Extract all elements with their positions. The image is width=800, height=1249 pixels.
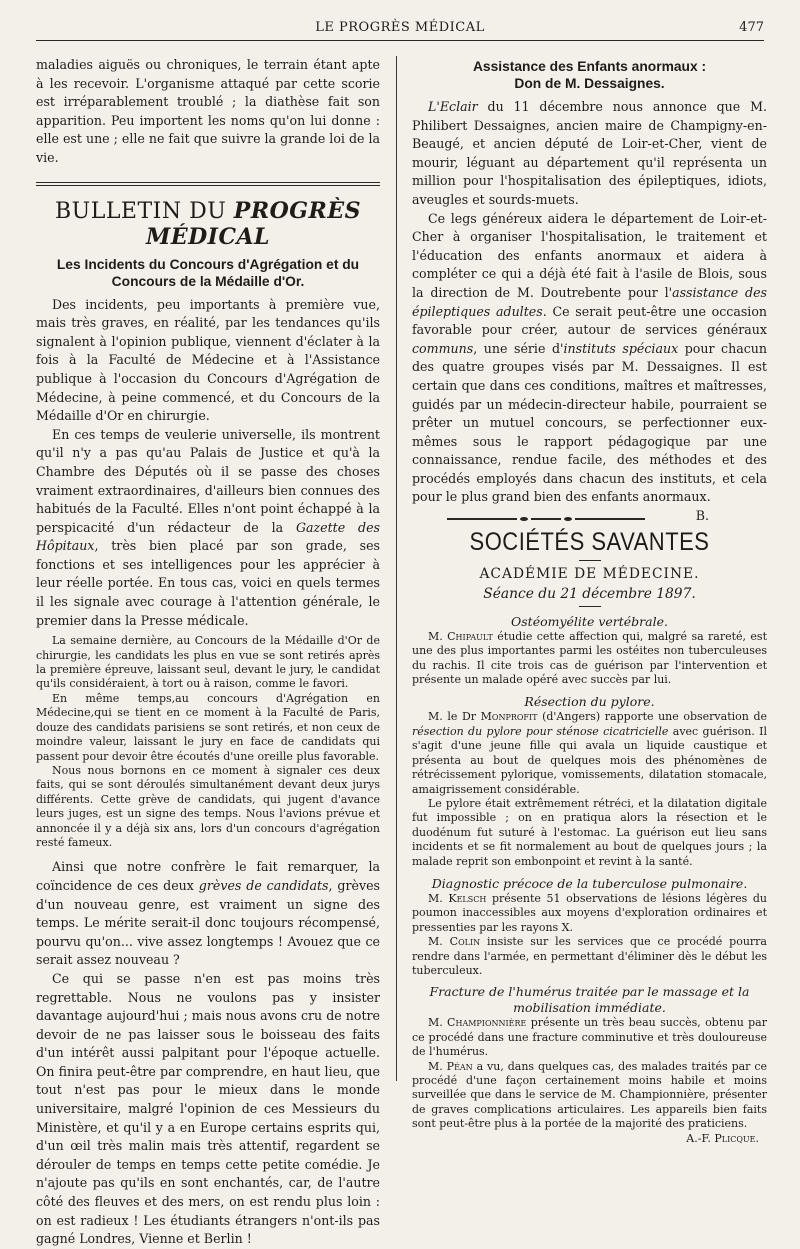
proceedings-paragraph: Le pylore était extrêmement rétréci, et la dilatation digitale fut impossible ; on en pratiqua alors la résection et le duodénum fut suturé à l'estomac. La guérison eut lieu sans incidents et se fit normalement au bout de quelques jours ; la malade reprit son embonpoint et revint à la santé. [412, 796, 767, 868]
societes-heading: SOCIÉTÉS SAVANTES [469, 527, 710, 556]
article-title: Les Incidents du Concours d'Agrégation et du Concours de la Médaille d'Or. [56, 256, 360, 289]
article-paragraph: Ainsi que notre confrère le fait remarquer, la coïncidence de ces deux grèves de candidats, grèves d'un nouveau genre, est vraiment un signe des temps. Le mérite serait-il donc toujours récompensé, pourvu qu'on... vive assez longtemps ! Avouez que ce serait assez nouveau ? [36, 859, 380, 968]
right-column [412, 56, 767, 1146]
subsection-heading: Diagnostic précoce de la tuberculose pulmonaire. [431, 875, 748, 891]
running-header [36, 18, 764, 41]
proceedings-paragraph: M. Kelsch présente 51 observations de lésions légères du poumon inaccessibles aux moyens d'exploration ordinaires et pressenties par les rayons X. [412, 891, 767, 934]
academie-heading: ACADÉMIE DE MÉDECINE. [479, 565, 700, 582]
assistance-subtitle: Don de M. Dessaignes. [514, 76, 665, 91]
journal-title: LE PROGRÈS MÉDICAL [315, 20, 485, 35]
assistance-title: Assistance des Enfants anormaux : [472, 59, 707, 74]
proceedings [412, 613, 767, 1145]
short-rule [579, 560, 601, 561]
author-signature: A.-F. Plicque. [686, 1131, 759, 1145]
proceedings-paragraph: M. Championnière présente un très beau succès, obtenu par ce procédé dans une fracture comminutive et très douloureuse de l'humérus. [412, 1016, 767, 1059]
continued-paragraph: maladies aiguës ou chroniques, le terrain étant apte à les recevoir. L'organisme attaqué par cette scorie est irréparablement troublé ; la diathèse fait son apparition. Peu importent les noms qu'on lui donne : elle est une ; elle ne fait que suivre la grande loi de la vie. [36, 57, 380, 165]
assistance-signature: B. [695, 508, 709, 524]
section-rule [36, 182, 380, 186]
assistance-paragraph: Ce legs généreux aidera le département de Loir-et-Cher à organiser l'hospitalisation, le traitement et l'éducation des enfants anormaux et aidera à compléter ce qui a déjà été fait à l'asile de Blois, sous la direction de M. Doutrebente pour l'assistance des épileptiques adultes. Ce serait peut-être une occasion favorable pour créer, autour de services généraux communs, une série d'instituts spéciaux pour chacun des quatre groupes visés par M. Dessaignes. Il est certain que dans ces conditions, maîtres et maîtresses, guidés par un médecin-directeur habile, pourraient se prêter un mutuel concours, se perfectionner eux-mêmes sous le rapport pédagogique par une connaissance, rendue facile, des méthodes et des procédés employés dans chacun des instituts, et cela pour le plus grand bien des enfants anormaux. B. [412, 210, 767, 508]
proceedings-paragraph: M. Colin insiste sur les services que ce procédé pourra rendre dans l'armée, en permettant d'éliminer dès le début les tuberculeux. [412, 935, 767, 977]
subsection-heading: Résection du pylore. [524, 694, 655, 710]
proceedings-paragraph: M. Péan a vu, dans quelques cas, des malades traités par ce procédé d'une façon certainement moins habile et moins surveillée que dans le service de M. Championnière, présenter de graves complications articulaires. Les appareils bien faits sont peut-être plus à la portée de la majorité des praticiens. A.-F. Plicque. [412, 1059, 767, 1145]
proceedings-paragraph: M. Chipault étudie cette affection qui, malgré sa rareté, est une des plus importantes parmi les ostéites non tuberculeuses du rachis. Il cite trois cas de guérison par l'intervention et présente un malade opéré avec succès par lui. [412, 629, 767, 687]
article-paragraph: Ce qui se passe n'en est pas moins très regrettable. Nous ne voulons pas y insister davantage aujourd'hui ; mais nous avons cru de notre devoir de ne pas laisser sous le boisseau des faits d'un intérêt aussi palpitant pour l'époque actuelle. On finira peut-être par comprendre, en haut lieu, que tout n'est pas pour le mieux dans le monde universitaire, malgré l'opinion de ces Messieurs du Ministère, et qu'il y a en Europe certains esprits qui, d'un œil très malin mais très attentif, regardent se dérouler de temps en temps cette petite comédie. Je n'ajoute pas qu'ils en sont enchantés, car, de l'autre côté des fleuves et des mers, on est rendu plus loin : on est radieux ! Les étudiants étrangers n'ont-ils pas gagné Londres, Vienne et Berlin ! [36, 970, 380, 1247]
quote-paragraph: La semaine dernière, au Concours de la Médaille d'Or de chirurgie, les candidats les plus en vue se sont retirés après la première épreuve, laissant seul, devant le jury, le candidat qu'ils considéraient, à tort ou à raison, comme le favori. [36, 634, 380, 691]
proceedings-paragraph: M. le Dr Monprofit (d'Angers) rapporte une observation de résection du pylore pour sténose cicatricielle avec guérison. Il s'agit d'une jeune fille qui avala un liquide caustique et présenta au bout de quelques mois des phénomènes de rétrécissement pylorique, vomissements, dilatation stomacale, amaigrissement considérable. [412, 710, 767, 796]
left-column [36, 56, 380, 1249]
bulletin-heading [36, 198, 380, 250]
page-number: 477 [739, 20, 764, 35]
quote-paragraph: Nous nous bornons en ce moment à signaler ces deux faits, qui se sont déroulés simultanément devant deux jurys différents. Cette grève de candidats, qui jugent d'avance leurs juges, est un signe des temps. Nous l'avions prévue et annoncée il y a déjà six ans, lors d'un concours d'agrégation resté fameux. [36, 763, 380, 849]
article-paragraph: Des incidents, peu importants à première vue, mais très graves, en réalité, par les tendances qu'ils signalent à l'opinion publique, viennent d'éclater à la fois à la Faculté de Médecine et à l'Assistance publique à l'occasion du Concours d'Agrégation de Médecine, à peine commencé, et du Concours de la Médaille d'Or en chirurgie. [36, 296, 380, 424]
article-paragraph: En ces temps de veulerie universelle, ils montrent qu'il n'y a pas qu'au Palais de Justice et qu'à la Chambre des Députés où il se passe des choses vraiment extraordinaires, d'ailleurs bien connues des habitués de la Faculté. Elles n'ont point échappé à la perspicacité d'un rédacteur de la Gazette des Hôpitaux, très bien placé par son grade, ses fonctions et ses intelligences pour les apprécier à leur réelle portée. En tous cas, voici en quels termes il les signale avec courage à l'attention générale, le premier dans la Presse médicale. [36, 426, 380, 628]
seance-date: Séance du 21 décembre 1897. [483, 586, 696, 603]
subsection-heading: Ostéomyélite vertébrale. [511, 613, 668, 629]
quoted-passage [36, 634, 380, 850]
bulletin-journal-name: PROGRÈS MÉDICAL [145, 197, 361, 250]
bulletin-prefix: BULLETIN DU [55, 198, 227, 224]
assistance-paragraph: L'Eclair du 11 décembre nous annonce que M. Philibert Dessaignes, ancien maire de Champigny-en-Beaugé, et ancien député de Loir-et-Cher, vient de mourir, léguant au département qu'il représenta un million pour l'hospitalisation des épileptiques, idiots, aveugles et sourds-muets. [412, 99, 767, 207]
short-rule [579, 606, 601, 607]
column-divider [396, 56, 397, 1081]
subsection-heading: Fracture de l'humérus traitée par le massage et la mobilisation immédiate. [429, 984, 750, 1016]
ornamental-divider [412, 517, 680, 521]
quote-paragraph: En même temps,au concours d'Agrégation en Médecine,qui se tient en ce moment à la Faculté de Paris, douze des candidats parisiens se sont retirés, et non ceux de moindre valeur, laissant le jury en face de candidats qui passent pour devoir être écoutés d'une oreille plus favorable. [36, 691, 380, 763]
